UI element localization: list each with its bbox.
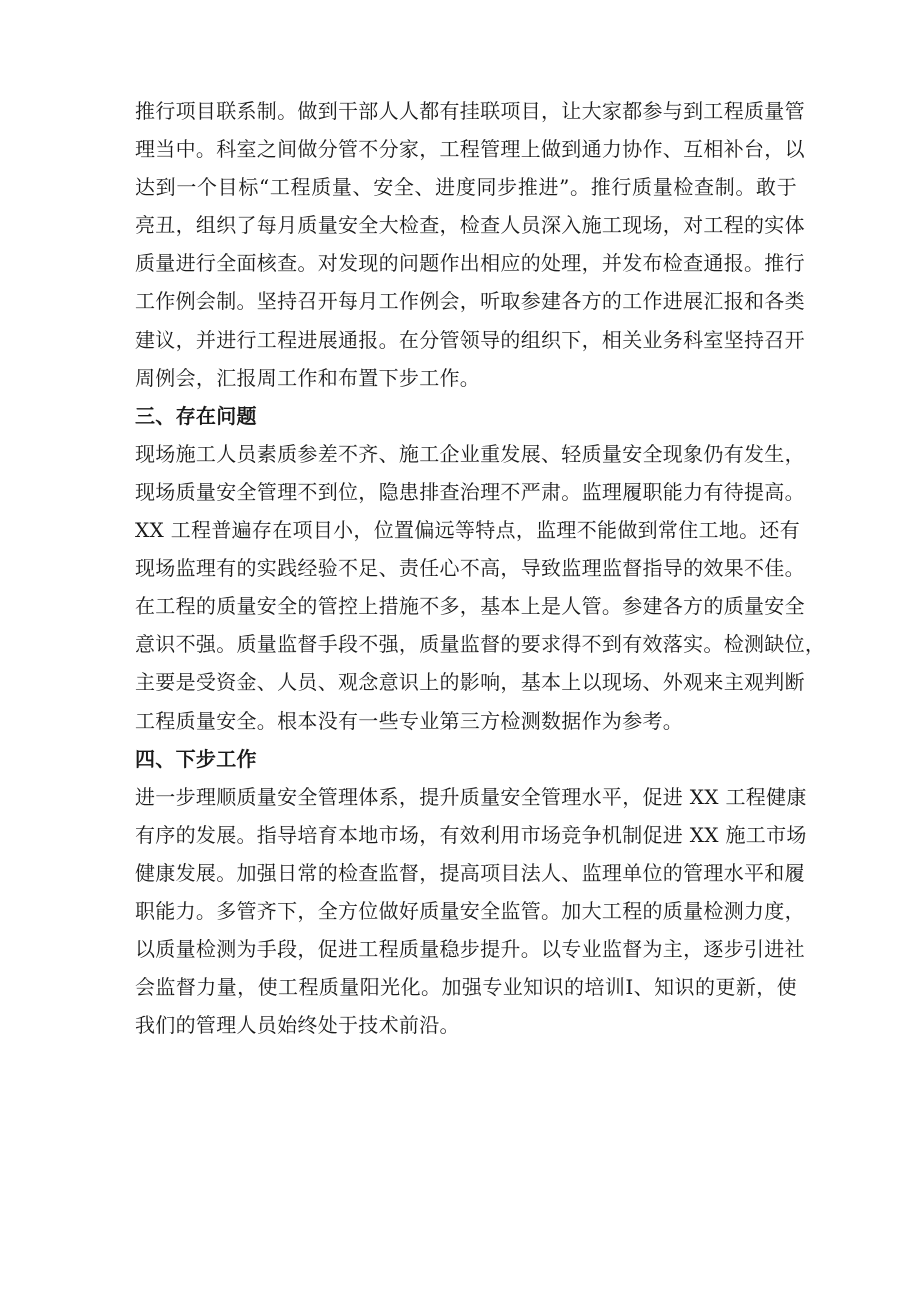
text-line: 进一步理顺质量安全管理体系，提升质量安全管理水平，促进 XX 工程健康 <box>135 784 807 809</box>
section-heading-existing-problems: 三、存在问题 <box>135 403 257 428</box>
section-heading-next-steps: 四、下步工作 <box>135 746 257 771</box>
text-line: 会监督力量，使工程质量阳光化。加强专业知识的培训Ⅰ、知识的更新，使 <box>135 975 797 1000</box>
text-line: 我们的管理人员始终处于技术前沿。 <box>135 1013 460 1038</box>
paragraph-next-steps <box>135 778 807 1045</box>
paragraph-existing-problems <box>135 435 826 740</box>
text-line: 以质量检测为手段，促进工程质量稳步提升。以专业监督为主，逐步引进社 <box>135 937 805 962</box>
text-line: XX 工程普遍存在项目小，位置偏远等特点，监理不能做到常住工地。还有 <box>135 518 801 543</box>
text-line: 建议，并进行工程进展通报。在分管领导的组织下，相关业务科室坚持召开 <box>135 327 805 352</box>
text-line: 健康发展。加强日常的检查监督，提高项目法人、监理单位的管理水平和履 <box>135 860 805 885</box>
text-line: 有序的发展。指导培育本地市场，有效利用市场竞争机制促进 XX 施工市场 <box>135 822 807 847</box>
text-line: 意识不强。质量监督手段不强，质量监督的要求得不到有效落实。检测缺位， <box>135 632 826 657</box>
text-line: 职能力。多管齐下，全方位做好质量安全监管。加大工程的质量检测力度， <box>135 898 805 923</box>
text-line: 工作例会制。坚持召开每月工作例会，听取参建各方的工作进展汇报和各类 <box>135 289 805 314</box>
paragraph-work-systems <box>135 92 805 397</box>
text-line: 现场质量安全管理不到位，隐患排查治理不严肃。监理履职能力有待提高。 <box>135 479 805 504</box>
text-line: 亮丑，组织了每月质量安全大检查，检查人员深入施工现场，对工程的实体 <box>135 213 805 238</box>
text-line: 理当中。科室之间做分管不分家，工程管理上做到通力协作、互相补台，以 <box>135 137 805 162</box>
document-body <box>135 92 826 1044</box>
text-line: 在工程的质量安全的管控上措施不多，基本上是人管。参建各方的质量安全 <box>135 594 805 619</box>
text-line: 主要是受资金、人员、观念意识上的影响，基本上以现场、外观来主观判断 <box>135 670 805 695</box>
text-line: 现场监理有的实践经验不足、责任心不高，导致监理监督指导的效果不佳。 <box>135 556 805 581</box>
text-line: 质量进行全面核查。对发现的问题作出相应的处理，并发布检查通报。推行 <box>135 251 805 276</box>
text-line: 现场施工人员素质参差不齐、施工企业重发展、轻质量安全现象仍有发生， <box>135 441 805 466</box>
text-line: 周例会，汇报周工作和布置下步工作。 <box>135 365 481 390</box>
text-line: 工程质量安全。根本没有一些专业第三方检测数据作为参考。 <box>135 708 684 733</box>
text-line: 推行项目联系制。做到干部人人都有挂联项目，让大家都参与到工程质量管 <box>135 99 805 123</box>
text-line: 达到一个目标“工程质量、安全、进度同步推进”。推行质量检查制。敢于 <box>135 175 797 200</box>
